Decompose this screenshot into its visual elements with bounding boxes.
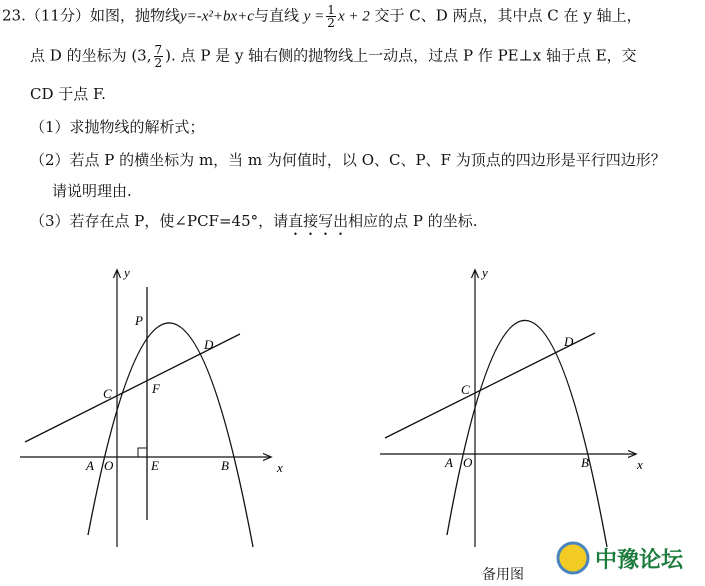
label-c: C [461, 382, 470, 397]
problem-points: （11分） [25, 6, 90, 25]
parabola-equation: y=-x²+bx+c [179, 8, 254, 25]
figure-1 [0, 255, 300, 555]
problem-number: 23. [2, 6, 26, 25]
line-equation-rhs: x + 2 [337, 8, 370, 25]
d-fraction-numerator: 7 [154, 43, 163, 57]
question-1: （1）求抛物线的解析式； [30, 118, 205, 136]
question-3-a: （3）若存在点 P，使∠PCF=45°，请 [30, 212, 289, 230]
question-3-b: 相应的点 P 的坐标. [348, 212, 478, 230]
problem-line-2-rest: 点 P 是 y 轴右侧的抛物线上一动点，过点 P 作 PE⊥x 轴于点 E，交 [180, 46, 637, 65]
fraction-numerator: 1 [327, 3, 335, 17]
d-fraction-denominator: 2 [154, 56, 163, 70]
problem-line-1 [2, 4, 642, 29]
label-x: x [637, 457, 643, 472]
question-3 [30, 211, 478, 239]
figure-2-caption: 备用图 [482, 567, 524, 583]
label-x: x [277, 460, 283, 475]
d-coordinate-b: ). [165, 46, 176, 65]
parabola-curve [447, 320, 607, 547]
label-b: B [221, 458, 229, 473]
label-e: E [151, 458, 159, 473]
problem-line-3: CD 于点 F. [30, 85, 106, 103]
label-f: F [152, 381, 160, 396]
label-d: D [204, 337, 214, 352]
problem-intro-b: 与直线 [253, 6, 299, 25]
label-y: y [482, 265, 488, 280]
watermark-text: 中豫论坛 [595, 547, 684, 572]
watermark-logo [551, 534, 701, 584]
line-equation-lhs: y = [303, 8, 325, 25]
problem-intro-a: 如图，抛物线 [89, 6, 180, 25]
fraction-denominator: 2 [327, 16, 335, 30]
problem-intro-c: 交于 C、D 两点，其中点 C 在 y 轴上， [374, 6, 642, 25]
d-coordinate-fraction [154, 44, 164, 69]
parabola-curve [88, 323, 253, 547]
label-a: A [445, 455, 453, 470]
problem-line-2 [30, 44, 637, 69]
d-coordinate-a: 点 D 的坐标为 (3, [30, 46, 152, 65]
figure-2 [375, 255, 665, 555]
label-y: y [124, 265, 130, 280]
label-o: O [104, 458, 114, 473]
watermark-emblem-icon [558, 543, 588, 573]
line-equation-fraction [326, 4, 336, 29]
label-c: C [103, 386, 112, 401]
label-p: P [135, 313, 143, 328]
label-d: D [564, 334, 574, 349]
label-b: B [581, 455, 589, 470]
question-2-continued: 请说明理由. [52, 182, 132, 200]
right-angle-mark [138, 448, 147, 457]
question-2: （2）若点 P 的横坐标为 m，当 m 为何值时，以 O、C、P、F 为顶点的四边形是平行四边形？ [30, 151, 666, 169]
label-a: A [86, 458, 94, 473]
label-o: O [463, 455, 473, 470]
question-3-emphasis: 直接写出 [288, 212, 349, 230]
